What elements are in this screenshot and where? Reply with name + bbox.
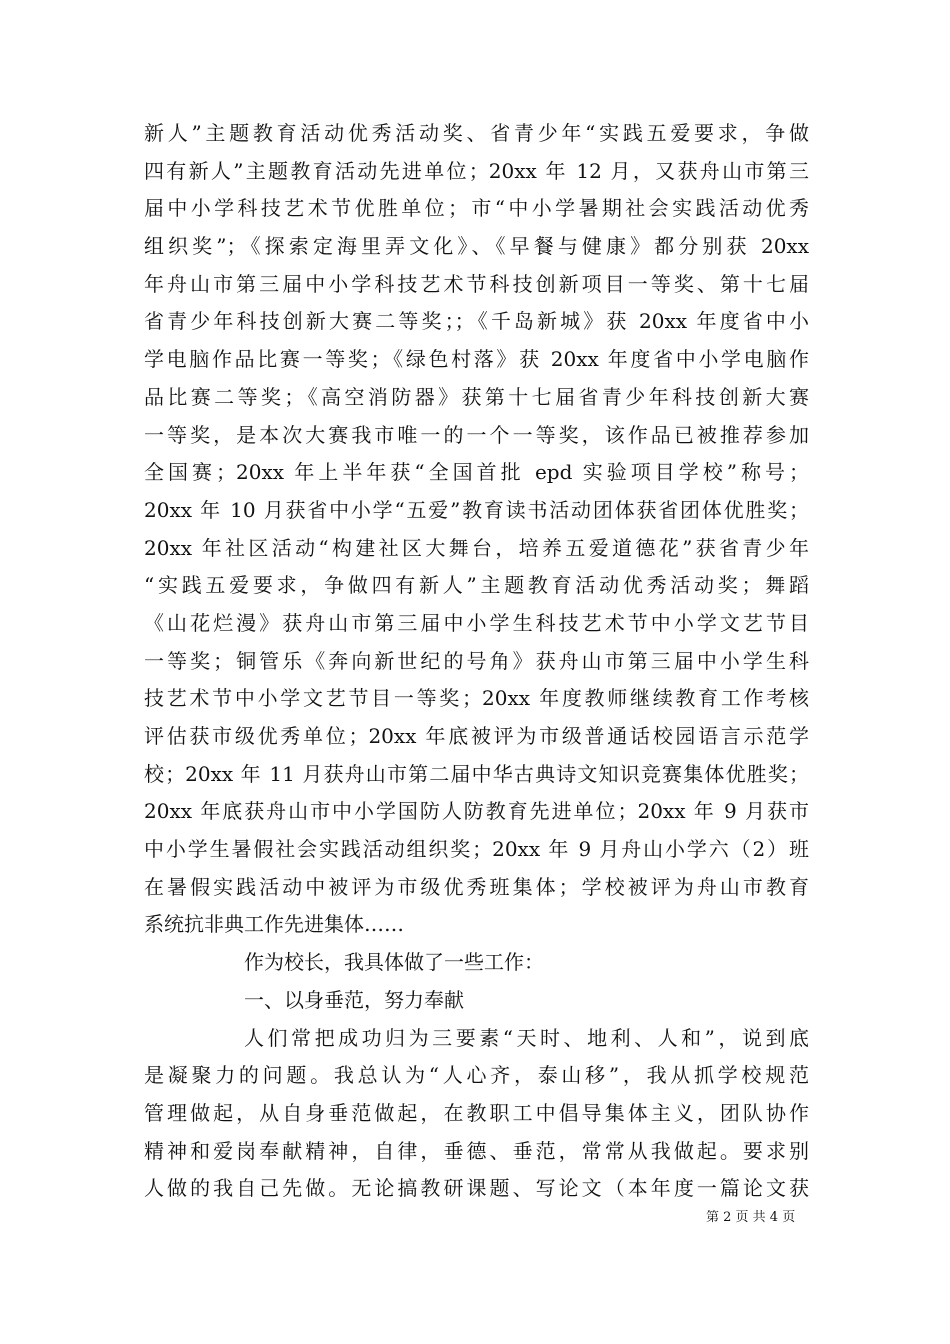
text-line: 新人”主题教育活动优秀活动奖、省青少年“实践五爱要求，争做 [144,121,809,145]
text-line: 年舟山市第三届中小学科技艺术节科技创新项目一等奖、第十七届 [144,271,809,296]
text-line: 20xx 年底获舟山市中小学国防人防教育先进单位；20xx 年 9 月获市 [144,799,809,824]
text-line: 20xx 年 10 月获省中小学“五爱”教育读书活动团体获省团体优胜奖； [144,497,809,522]
text-line: 精神和爱岗奉献精神，自律，垂德、垂范，常常从我做起。要求别 [144,1138,809,1163]
paragraph-line: 作为校长，我具体做了一些工作： [244,950,544,975]
text-line: 四有新人”主题教育活动先进单位；20xx 年 12 月，又获舟山市第三 [144,158,809,183]
text-line: 中小学生暑假社会实践活动组织奖；20xx 年 9 月舟山小学六（2）班 [144,837,809,862]
text-line: 人做的我自己先做。无论搞教研课题、写论文（本年度一篇论文获 [144,1176,809,1201]
paragraph-line: 人们常把成功归为三要素“天时、地利、人和”，说到底 [244,1025,809,1050]
text-line: 校；20xx 年 11 月获舟山市第二届中华古典诗文知识竞赛集体优胜奖； [144,761,809,786]
text-line: 全国赛；20xx 年上半年获“全国首批 epd 实验项目学校”称号； [144,460,809,485]
text-line: 评估获市级优秀单位；20xx 年底被评为市级普通话校园语言示范学 [144,724,809,748]
text-line: 技艺术节中小学文艺节目一等奖；20xx 年度教师继续教育工作考核 [144,686,809,711]
text-line: 届中小学科技艺术节优胜单位；市“中小学暑期社会实践活动优秀 [144,196,809,221]
text-line: 是凝聚力的问题。我总认为“人心齐，泰山移”，我从抓学校规范 [144,1063,809,1088]
text-line: 管理做起，从自身垂范做起，在教职工中倡导集体主义，团队协作 [144,1100,809,1125]
text-line: 20xx 年社区活动“构建社区大舞台，培养五爱道德花”获省青少年 [144,535,809,560]
text-line: 品比赛二等奖；《高空消防器》获第十七届省青少年科技创新大赛 [144,384,809,409]
text-line: 学电脑作品比赛一等奖；《绿色村落》获 20xx 年度省中小学电脑作 [144,347,809,372]
text-line: 省青少年科技创新大赛二等奖；；《千岛新城》获 20xx 年度省中小 [144,309,809,334]
page-footer: 第 2 页 共 4 页 [706,1210,796,1225]
text-line: “实践五爱要求，争做四有新人”主题教育活动优秀活动奖；舞蹈 [144,573,809,598]
text-line: 组织奖”；《探索定海里弄文化》、《早餐与健康》都分别获 20xx [144,234,809,259]
text-line: 一等奖；铜管乐《奔向新世纪的号角》获舟山市第三届中小学生科 [144,648,809,673]
text-line: 系统抗非典工作先进集体…… [144,912,404,937]
text-line: 《山花烂漫》获舟山市第三届中小学生科技艺术节中小学文艺节目 [144,610,809,635]
body-text [144,115,809,1208]
text-line: 一等奖，是本次大赛我市唯一的一个一等奖，该作品已被推荐参加 [144,422,809,447]
section-heading: 一、以身垂范，努力奉献 [244,987,464,1012]
text-line: 在暑假实践活动中被评为市级优秀班集体；学校被评为舟山市教育 [144,874,809,899]
